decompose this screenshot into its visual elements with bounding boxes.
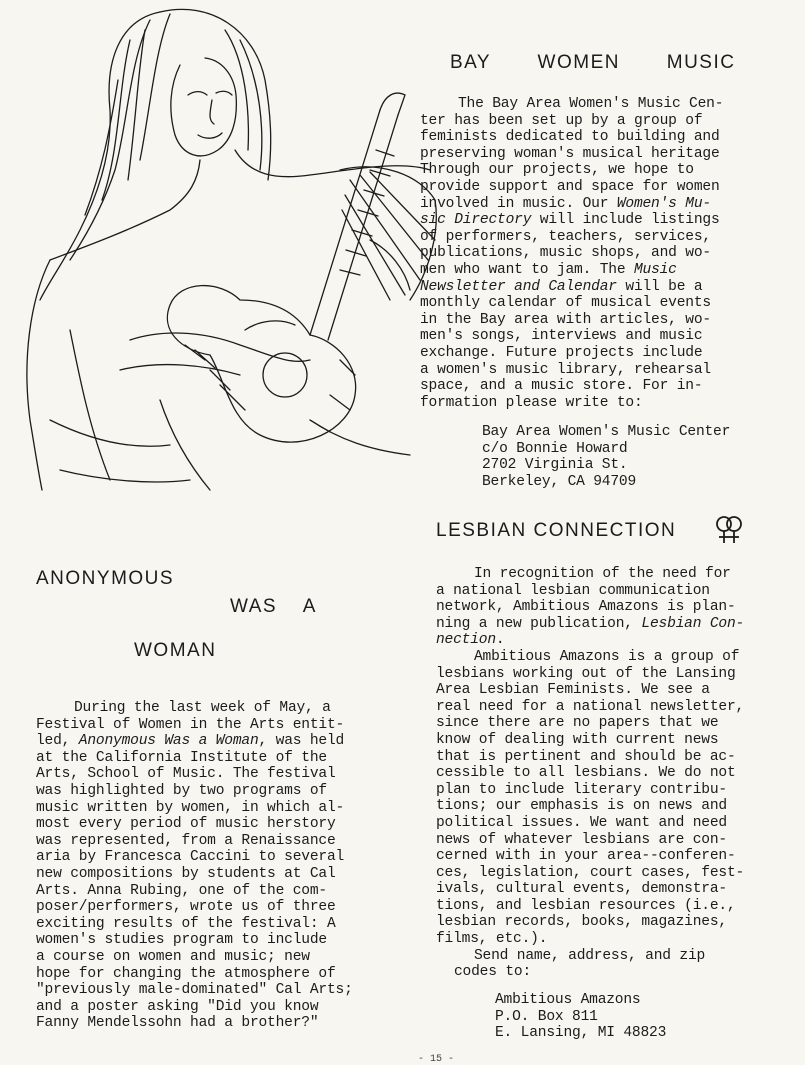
bay-women-music-title: BAY WOMEN MUSIC [450,52,736,73]
lesbian-connection-title: LESBIAN CONNECTION [436,520,677,541]
anonymous-title-line-3: WOMAN [134,640,217,661]
woman-playing-guitar-illustration [10,0,450,500]
lesbian-connection-article: In recognition of the need for a national lesbian communication network, Ambitious Amazons is plan- ning a new publication, Lesbian Con- nection. Ambitious Amazons is a group of lesbians working out of the Lansing Area Lesbian Feminists. We see a real need for a national newsletter, since there are no papers that we know of dealing with current news that is pertinent and should be ac- cessible to all lesbians. We do not plan to include literary contribu- tions; our emphasis is on news and political issues. We want and need news of whatever lesbians are con- cerned with in your area--conferen- ces, legislation, court cases, fest- ivals, cultural events, demonstra- tions, and lesbian resources (i.e., lesbian records, books, magazines, films, etc.). Send name, address, and zip codes to: [436,566,745,981]
anonymous-was-a-woman-article: During the last week of May, a Festival of Women in the Arts entit- led, Anonymous Was a Woman, was held at the California Institute of the Arts, School of Music. The festival was highlighted by two programs of music written by women, in which al- most every period of music herstory was represented, from a Renaissance aria by Francesca Caccini to several new compositions by students at Cal Arts. Anna Rubing, one of the com- poser/performers, wrote us of three exciting results of the festival: A women's studies program to include a course on women and music; new hope for changing the atmosphere of "previously male-dominated" Cal Arts; and a poster asking "Did you know Fanny Mendelssohn had a brother?" [36,700,353,1032]
bay-women-music-article: The Bay Area Women's Music Cen- ter has been set up by a group of feminists dedicated to building and preserving woman's musical heritage Through our projects, we hope to provide support and space for women involved in music. Our Women's Mu- sic Directory will include listings of performers, teachers, services, publications, music shops, and wo- men who want to jam. The Music Newsletter and Calendar will be a monthly calendar of musical events in the Bay area with articles, wo- men's songs, interviews and music exchange. Future projects include a women's music library, rehearsal space, and a music store. For in- formation please write to: [420,96,724,411]
lesbian-connection-address: Ambitious Amazons P.O. Box 811 E. Lansing, MI 48823 [495,992,667,1042]
anonymous-title-line-2: WAS A [230,596,317,617]
anonymous-title-line-1: ANONYMOUS [36,568,175,589]
bay-women-music-address: Bay Area Women's Music Center c/o Bonnie Howard 2702 Virginia St. Berkeley, CA 94709 [482,424,731,490]
page-number: - 15 - [418,1054,455,1065]
double-venus-symbol-icon [712,514,746,544]
